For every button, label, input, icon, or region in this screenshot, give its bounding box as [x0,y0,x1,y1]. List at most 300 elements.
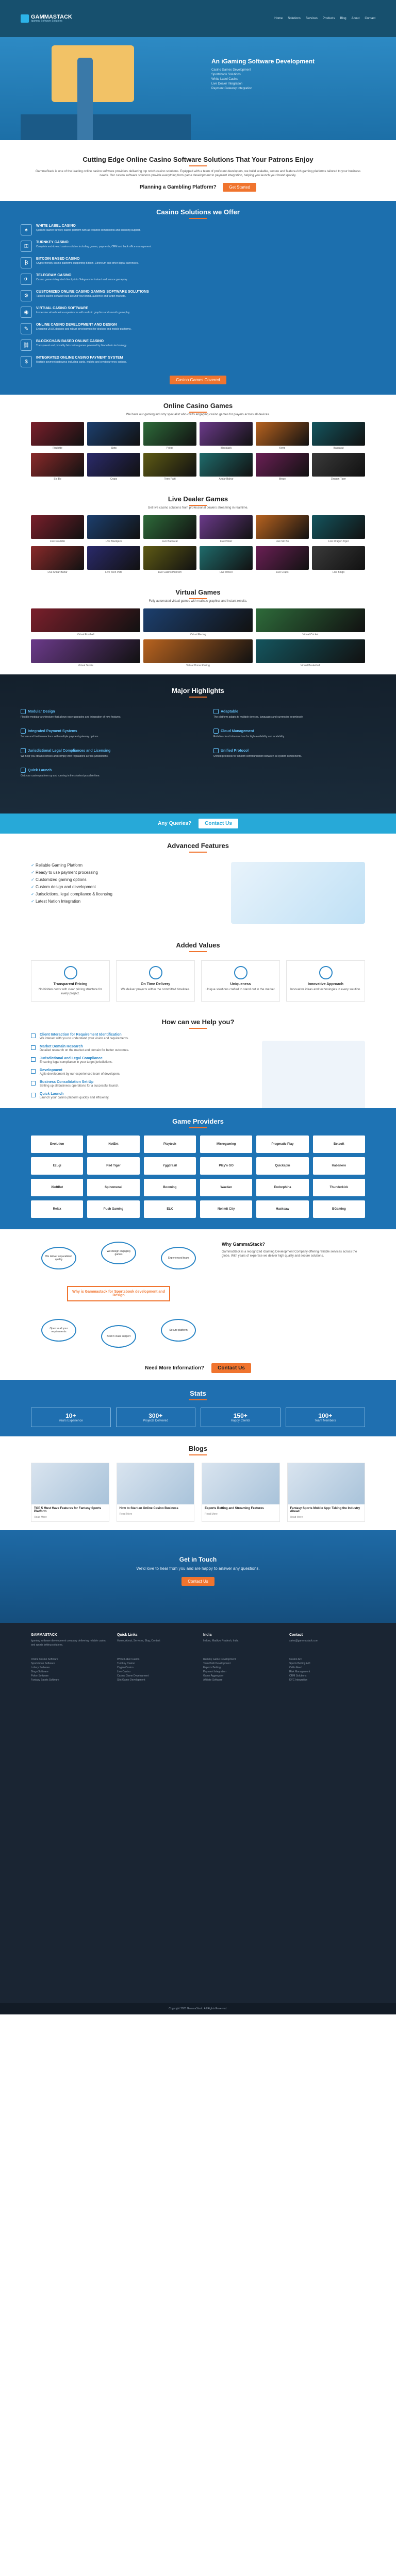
provider-logo: Ezugi [31,1157,83,1175]
game-name: Virtual Horse Racing [186,664,210,667]
solution-text: Quick to launch turnkey casino platform with all required components and licensing support. [36,229,141,232]
provider-logo: Habanero [313,1157,365,1175]
footer-text[interactable]: sales@gammastack.com [289,1639,318,1642]
read-more-link[interactable]: Read More [290,1516,303,1519]
casino-icon: ♠ [21,224,32,235]
footer-link[interactable]: Slot Game Development [117,1679,145,1682]
footer-column [31,1633,107,1647]
read-more-link[interactable]: Read More [34,1516,47,1519]
footer-link[interactable]: Sports Betting API [289,1662,310,1665]
feature-item: ✓ Latest Nation Integration [31,898,112,905]
value-card [286,960,365,1002]
highlight-text: Flexible modular architecture that allows easy upgrades and integration of new features. [21,716,121,719]
footer-link[interactable]: Risk Management [289,1670,310,1673]
footer-link[interactable]: Lottery Software [31,1666,50,1669]
virtual-games-text: Fully automated virtual games with realistic graphics and instant results. [148,600,248,603]
solution-heading: VIRTUAL CASINO SOFTWARE [36,307,88,310]
solution-heading: TURNKEY CASINO [36,241,69,244]
game-thumbnail [87,422,140,446]
solution-item [21,224,375,235]
why-text: GammaStack is a recognized iGaming Development Company offering reliable services across the globe. With years of expertise we deliver high quality and secure solutions. [222,1250,357,1258]
help-heading: Client Interaction for Requirement Identification [40,1033,122,1037]
read-more-link[interactable]: Read More [119,1513,133,1516]
footer-link[interactable]: Online Casino Software [31,1658,58,1661]
footer-link[interactable]: Casino Game Development [117,1674,149,1677]
more-info-text: Need More Information? [145,1365,205,1371]
why-bubble: Secure platform [161,1319,196,1342]
provider-logo: Playtech [144,1136,196,1153]
provider-logo: Push Gaming [87,1200,139,1218]
blog-card[interactable] [31,1463,109,1522]
game-tile[interactable] [200,515,253,543]
solution-item [21,274,375,285]
highlight-item [21,768,183,778]
footer-link[interactable]: White Label Casino [117,1658,140,1661]
contact-us-button[interactable]: Contact Us [199,819,238,828]
game-thumbnail [256,422,309,446]
why-bubble: Open to all your requirements [41,1319,76,1342]
provider-logo: Betsoft [313,1136,365,1153]
game-tile[interactable] [143,546,196,574]
provider-logo: Red Tiger [87,1157,139,1175]
check-icon [31,1045,36,1050]
game-tile[interactable] [143,515,196,543]
help-illustration [262,1041,365,1113]
value-text: We deliver projects within the committed timelines. [121,988,190,991]
game-thumbnail [200,422,253,446]
game-name: Live Casino Hold'em [158,571,182,574]
game-name: Live Blackjack [105,540,122,543]
solution-item [21,290,375,301]
footer-link[interactable]: Esports Betting [203,1666,221,1669]
highlight-item [21,748,183,758]
settings-icon: ⚙ [21,290,32,301]
solution-text: Engaging UI/UX designs and robust development for desktop and mobile platforms. [36,328,131,331]
provider-logo: Microgaming [200,1136,252,1153]
footer-link[interactable]: Sportsbook Software [31,1662,55,1665]
hero-banner [0,37,396,140]
game-tile[interactable] [31,515,84,543]
title-underline [189,697,207,698]
provider-logo: Hacksaw [256,1200,308,1218]
footer-link[interactable]: Crypto Casino [117,1666,134,1669]
solution-heading: ONLINE CASINO DEVELOPMENT AND DESIGN [36,323,117,327]
stat-label: Years Experience [58,1419,83,1422]
help-item [31,1033,248,1041]
game-thumbnail [256,639,365,663]
why-bubble: Experienced team [161,1247,196,1269]
game-thumbnail [87,546,140,570]
game-tile[interactable] [256,422,309,450]
pricing-icon [64,966,77,979]
footer-text: Igaming software development company delivering reliable casino and sports betting solutions. [31,1639,106,1647]
features-illustration [231,862,365,924]
nav-item[interactable]: Services [305,17,318,20]
nav-item[interactable]: Products [322,17,335,20]
footer-link[interactable]: Rummy Game Development [203,1658,236,1661]
why-section [0,1229,396,1358]
game-name: Live Andar Bahar [47,571,68,574]
game-tile[interactable] [87,546,140,574]
hero-point: White Label Casino [211,78,239,81]
intro-title: Cutting Edge Online Casino Software Solutions That Your Patrons Enjoy [82,156,314,163]
title-underline [189,218,207,219]
game-tile[interactable] [87,453,140,481]
game-thumbnail [87,515,140,539]
highlight-text: Secure and fast transactions with multiple payment gateway options. [21,735,99,738]
highlight-heading: Modular Design [28,709,55,714]
game-name: Live Poker [220,540,233,543]
solution-heading: INTEGRATED ONLINE CASINO PAYMENT SYSTEM [36,356,123,360]
stat-card [116,1408,196,1427]
game-thumbnail [312,422,365,446]
game-tile[interactable] [31,608,140,636]
help-item [31,1057,248,1064]
solution-text: Crypto-friendly casino platforms supporting Bitcoin, Ethereum and other digital currencies. [36,262,139,265]
blog-card[interactable] [287,1463,366,1522]
help-item [31,1092,248,1100]
highlight-text: Unified protocols for smooth communication between all system components. [213,755,302,758]
blog-heading: How to Start an Online Casino Business [119,1507,178,1510]
live-games-title: Live Dealer Games [168,495,228,503]
lightbulb-icon [319,966,333,979]
game-name: Live Bingo [332,571,345,574]
footer-link[interactable]: Game Aggregator [203,1674,224,1677]
provider-logo: Booming [144,1179,196,1196]
game-name: Virtual Racing [190,633,206,636]
game-name: Virtual Football [77,633,94,636]
check-icon [31,1093,36,1097]
any-queries-banner [0,814,396,834]
help-heading: Market Domain Research [40,1045,83,1048]
bitcoin-icon: ₿ [21,257,32,268]
nav-item[interactable]: Solutions [288,17,301,20]
hero-point: Live Dealer Integration [211,82,243,86]
highlights-section [0,674,396,814]
solution-item [21,356,375,367]
game-tile[interactable] [143,639,253,667]
highlight-text: The platform adapts to multiple devices, languages and currencies seamlessly. [213,716,304,719]
footer-link[interactable]: KYC Integration [289,1679,308,1682]
game-tile[interactable] [143,422,196,450]
stat-card [31,1408,111,1427]
footer-link[interactable]: Payment Integration [203,1670,226,1673]
live-games-text: Get live casino solutions from professional dealers streaming in real time. [147,506,249,510]
provider-logo: BGaming [313,1200,365,1218]
providers-title: Game Providers [172,1117,224,1125]
game-thumbnail [143,546,196,570]
feature-item: ✓ Customized gaming options [31,876,112,884]
highlight-heading: Adaptable [221,709,238,714]
solution-heading: WHITE LABEL CASINO [36,224,76,228]
game-name: Slots [110,447,117,450]
footer-link[interactable]: Live Casino [117,1670,131,1673]
blog-heading: Fantasy Sports Mobile App: Taking the Industry Ahead [290,1507,360,1513]
value-heading: Uniqueness [230,982,251,986]
game-tile[interactable] [256,608,365,636]
telegram-icon: ✈ [21,274,32,285]
footer-link[interactable]: Casino API [289,1658,302,1661]
game-name: Andar Bahar [219,478,234,481]
provider-logo: Endorphina [256,1179,308,1196]
solution-item [21,307,375,318]
game-tile[interactable] [87,422,140,450]
casino-games-covered-button[interactable]: Casino Games Covered [170,376,226,384]
provider-logo: Evolution [31,1136,83,1153]
highlight-icon [21,768,26,773]
blog-section [0,1436,396,1530]
read-more-link[interactable]: Read More [205,1513,218,1516]
game-thumbnail [312,546,365,570]
clock-icon [149,966,162,979]
game-thumbnail [31,422,84,446]
game-tile[interactable] [312,422,365,450]
nav-item[interactable]: Home [274,17,283,20]
virtual-games-title: Virtual Games [175,588,221,596]
nav-item[interactable]: Blog [340,17,346,20]
help-text: Ensuring legal compliance in your target jurisdictions. [40,1061,113,1064]
stat-number: 10+ [65,1412,76,1419]
footer-link[interactable]: Poker Software [31,1674,49,1677]
header [0,0,396,37]
value-card [116,960,195,1002]
value-card [201,960,280,1002]
highlight-item [21,728,183,739]
highlight-icon [21,709,26,714]
check-icon [31,1057,36,1062]
stat-label: Team Members [315,1419,336,1422]
game-thumbnail [200,453,253,477]
game-thumbnail [31,515,84,539]
game-thumbnail [200,515,253,539]
feature-item: ✓ Ready to use payment processing [31,869,112,876]
game-tile[interactable] [31,546,84,574]
footer-column [289,1633,365,1647]
intro-cta-text: Planning a Gambling Platform? [139,184,217,190]
provider-logo: Play'n GO [200,1157,252,1175]
hero-points [211,68,376,91]
get-started-button[interactable]: Get Started [223,183,256,192]
blog-card[interactable] [117,1463,195,1522]
help-text: Launch your casino platform quickly and efficiently. [40,1096,109,1099]
solution-text: Complete end-to-end casino solution including games, payments, CRM and back office management. [36,245,152,248]
game-thumbnail [87,453,140,477]
key-icon: ⚿ [21,241,32,252]
stat-number: 300+ [148,1412,163,1419]
solutions-section [0,201,396,395]
contact-us-button[interactable]: Contact Us [211,1363,251,1373]
nav-item[interactable]: Contact [365,17,375,20]
features-section [0,853,396,933]
solution-text: Multiple payment gateways including cards, wallets and cryptocurrency options. [36,361,127,364]
hero-tower-illustration [77,58,93,140]
hero-point: Payment Gateway Integration [211,87,253,90]
game-name: Dragon Tiger [331,478,346,481]
highlight-heading: Integrated Payment Systems [28,729,77,733]
game-name: Bingo [279,478,286,481]
title-underline [189,1454,207,1455]
highlight-item [213,748,375,758]
game-name: Live Sic Bo [275,540,289,543]
footer-link[interactable]: Teen Patti Development [203,1662,231,1665]
game-name: Poker [166,447,174,450]
game-tile[interactable] [312,453,365,481]
highlight-icon [213,748,219,753]
why-bubble: Best in class support [101,1325,136,1348]
title-underline [189,1399,207,1400]
hero-city-illustration [21,114,191,140]
highlight-heading: Cloud Management [221,729,254,733]
highlight-item [213,728,375,739]
payment-icon: $ [21,356,32,367]
game-tile[interactable] [200,422,253,450]
hero-point: Sportsbook Solutions [211,73,241,76]
game-thumbnail [143,639,253,663]
solution-text: Tailored casino software built around your brand, audience and target markets. [36,295,126,298]
game-name: Live Baccarat [162,540,178,543]
blog-heading: Esports Betting and Streaming Features [205,1507,264,1510]
provider-logo: NetEnt [87,1136,139,1153]
logo-tagline: Igaming Software Solutions [31,20,62,23]
game-thumbnail [312,515,365,539]
highlight-text: We help you obtain licenses and comply with regulations across jurisdictions. [21,755,109,758]
star-icon [234,966,248,979]
game-tile[interactable] [312,515,365,543]
design-icon: ✎ [21,323,32,334]
highlight-item [213,709,375,719]
game-tile[interactable] [31,639,140,667]
stat-label: Projects Delivered [143,1419,169,1422]
feature-item: ✓ Custom design and development [31,884,112,891]
value-card [31,960,110,1002]
footer-link[interactable]: Fantasy Sports Software [31,1679,59,1682]
help-heading: Jurisdictional and Legal Compliance [40,1057,103,1060]
hero-point: Casino Games Development [211,69,251,72]
footer-link[interactable]: Affiliate Software [203,1679,223,1682]
stat-number: 100+ [318,1412,333,1419]
get-in-touch-section [0,1530,396,1623]
any-queries-text: Any Queries? [158,821,192,826]
logo[interactable] [21,14,72,23]
game-tile[interactable] [312,546,365,574]
game-tile[interactable] [256,515,309,543]
highlight-item [21,709,183,719]
why-diagram [31,1242,206,1350]
game-thumbnail [31,546,84,570]
help-text: Setting up all business operations for a successful launch. [40,1084,120,1088]
footer-column [203,1633,279,1647]
game-tile[interactable] [256,546,309,574]
game-tile[interactable] [31,422,84,450]
help-text: Agile development by our experienced team of developers. [40,1073,121,1076]
footer [0,1623,396,2014]
game-thumbnail [31,608,140,632]
hero-box-illustration [52,45,134,102]
intro-section [0,140,396,201]
provider-logo: Thunderkick [313,1179,365,1196]
footer-link[interactable]: Odds Feed [289,1666,302,1669]
solutions-title: Casino Solutions we Offer [156,208,240,216]
help-heading: Business Consolidation Set-Up [40,1080,94,1084]
features-title: Advanced Features [167,842,229,850]
footer-heading: India [203,1633,212,1637]
solution-heading: BLOCKCHAIN BASED ONLINE CASINO [36,340,104,343]
help-section [0,1010,396,1108]
blog-image [31,1463,109,1504]
highlight-heading: Quick Launch [28,768,52,772]
game-name: Virtual Tennis [78,664,93,667]
value-text: Unique solutions crafted to stand out in the market. [205,988,276,991]
stats-section [0,1380,396,1436]
highlight-heading: Jurisdictional Legal Compliances and Licensing [28,749,111,753]
stat-label: Happy Clients [230,1419,250,1422]
stats-title: Stats [190,1389,206,1397]
game-name: Virtual Cricket [302,633,319,636]
feature-item: ✓ Reliable Gaming Platform [31,862,112,869]
game-tile[interactable] [143,608,253,636]
game-tile[interactable] [256,453,309,481]
solution-text: Casino games integrated directly into Telegram for instant and secure gameplay. [36,278,128,281]
main-nav [274,17,375,20]
game-name: Keno [279,447,286,450]
game-tile[interactable] [256,639,365,667]
contact-us-button[interactable]: Contact Us [182,1577,214,1586]
solution-item [21,257,375,268]
blog-card[interactable] [202,1463,280,1522]
stat-card [286,1408,366,1427]
title-underline [189,951,207,952]
values-title: Added Values [176,941,220,949]
get-in-touch-subtitle: We'd love to hear from you and are happy to answer any questions. [136,1566,260,1571]
footer-text[interactable]: Home, About, Services, Blog, Contact [117,1639,160,1642]
footer-link[interactable]: Turnkey Casino [117,1662,135,1665]
game-name: Live Craps [276,571,289,574]
value-text: Innovative ideas and technologies in every solution. [290,988,361,991]
live-games-section [0,488,396,581]
game-name: Sic Bo [54,478,61,481]
game-thumbnail [31,453,84,477]
highlight-text: Get your casino platform up and running in the shortest possible time. [21,774,100,777]
game-name: Live Roulette [50,540,65,543]
solution-item [21,323,375,334]
game-thumbnail [256,453,309,477]
help-item [31,1069,248,1076]
game-tile[interactable] [200,546,253,574]
game-name: Live Dragon Tiger [328,540,349,543]
value-heading: Innovative Approach [308,982,343,986]
solution-heading: CUSTOMIZED ONLINE CASINO GAMING SOFTWARE SOLUTIONS [36,290,149,294]
game-tile[interactable] [31,453,84,481]
game-thumbnail [143,453,196,477]
game-tile[interactable] [200,453,253,481]
help-heading: Quick Launch [40,1092,64,1096]
footer-heading: GAMMASTACK [31,1633,57,1637]
nav-item[interactable]: About [351,17,360,20]
check-icon [31,1069,36,1074]
blog-image [288,1463,365,1504]
game-tile[interactable] [87,515,140,543]
game-name: Live Wheel [220,571,233,574]
game-name: Baccarat [333,447,344,450]
footer-link[interactable]: Bingo Software [31,1670,48,1673]
copyright: Copyright 2023 GammaStack. All Rights Reserved. [0,2003,396,2014]
help-heading: Development [40,1069,62,1072]
check-icon [31,1033,36,1038]
solution-item [21,241,375,252]
footer-heading: Contact [289,1633,303,1637]
footer-link[interactable]: CRM Solutions [289,1674,307,1677]
game-tile[interactable] [143,453,196,481]
